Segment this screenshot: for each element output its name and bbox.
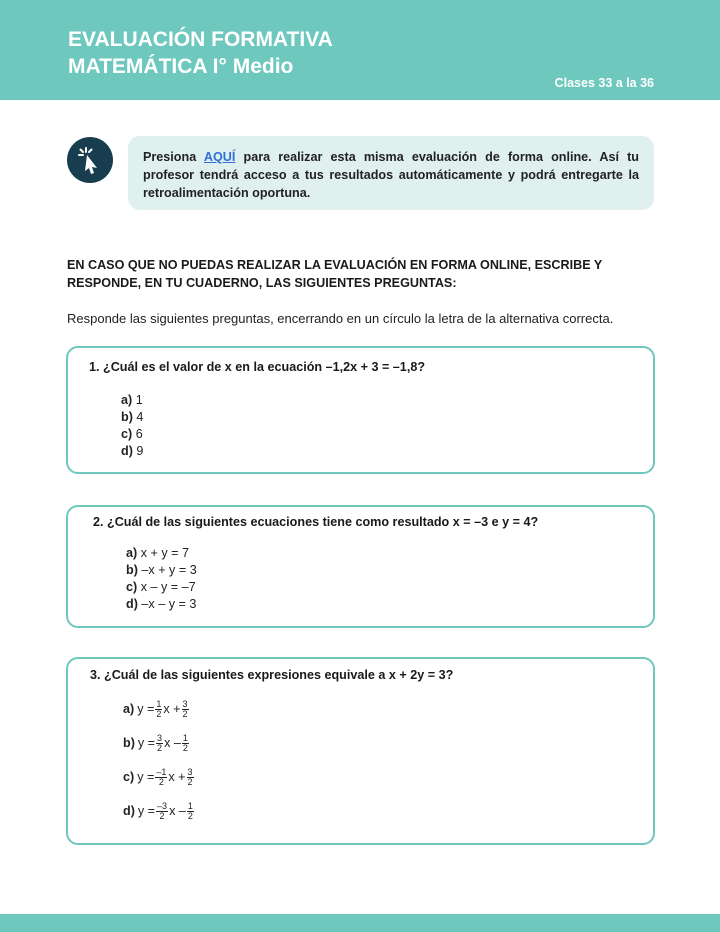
callout-text [143, 148, 639, 202]
question-2-options [126, 545, 197, 613]
list-item[interactable]: a) 1 [121, 393, 143, 407]
footer-bar [0, 914, 720, 932]
title-line-2: MATEMÁTICA I° Medio [68, 55, 294, 78]
callout-post: para realizar esta misma evaluación de forma online. Así tu profesor tendrá acceso a tus resultados automáticamente y podrá entregarte la retroalimentación oportuna. [143, 150, 639, 200]
fraction: $\frac{-1}{2}$ [156, 766, 167, 787]
fraction: $\frac{1}{2}$ [187, 800, 193, 821]
cursor-click-icon[interactable] [67, 137, 113, 183]
fraction: $\frac{1}{2}$ [156, 698, 162, 719]
callout-pre: Presiona [143, 150, 204, 164]
title-line-1: EVALUACIÓN FORMATIVA [68, 28, 333, 51]
fraction: $\frac{3}{2}$ [157, 732, 163, 753]
list-item[interactable]: c) 6 [121, 427, 143, 441]
clases-label: Clases 33 a la 36 [554, 76, 654, 90]
list-item[interactable]: b) 4 [121, 410, 144, 424]
list-item[interactable]: b) y = $\frac{3}{2}$ x – $\frac{1}{2}$ [123, 732, 188, 753]
list-item[interactable]: b) –x + y = 3 [126, 563, 197, 577]
online-callout [128, 136, 654, 210]
list-item[interactable]: d) –x – y = 3 [126, 597, 197, 611]
fraction: $\frac{3}{2}$ [182, 698, 188, 719]
list-item[interactable]: d) 9 [121, 444, 144, 458]
list-item[interactable]: d) y = $\frac{-3}{2}$ x – $\frac{1}{2}$ [123, 800, 193, 821]
fraction: $\frac{1}{2}$ [182, 732, 188, 753]
instructions-text: Responde las siguientes preguntas, encerrando en un círculo la letra de la alternativa correcta. [67, 311, 614, 326]
question-3-box [66, 657, 655, 845]
instructions-heading: EN CASO QUE NO PUEDAS REALIZAR LA EVALUACIÓN EN FORMA ONLINE, ESCRIBE Y RESPONDE, EN TU CUADERNO, LAS SIGUIENTES PREGUNTAS: [67, 258, 603, 290]
header-banner [0, 0, 720, 100]
question-1-box [66, 346, 655, 474]
list-item[interactable]: a) x + y = 7 [126, 546, 190, 560]
list-item[interactable]: c) y = $\frac{-1}{2}$ x + $\frac{3}{2}$ [123, 766, 193, 787]
aqui-link[interactable]: AQUÍ [203, 150, 236, 164]
page-title [68, 26, 333, 80]
question-3-text: 3. ¿Cuál de las siguientes expresiones equivale a x + 2y = 3? [90, 668, 454, 682]
question-1-options [121, 392, 143, 460]
list-item[interactable]: c) x – y = –7 [126, 580, 196, 594]
question-2-text: 2. ¿Cuál de las siguientes ecuaciones tiene como resultado x = –3 e y = 4? [93, 515, 539, 529]
question-2-box [66, 505, 655, 628]
list-item[interactable]: a) y = $\frac{1}{2}$ x + $\frac{3}{2}$ [123, 698, 188, 719]
fraction: $\frac{-3}{2}$ [157, 800, 168, 821]
fraction: $\frac{3}{2}$ [187, 766, 193, 787]
question-1-text: 1. ¿Cuál es el valor de x en la ecuación –1,2x + 3 = –1,8? [89, 360, 426, 374]
question-3-options [123, 692, 195, 828]
